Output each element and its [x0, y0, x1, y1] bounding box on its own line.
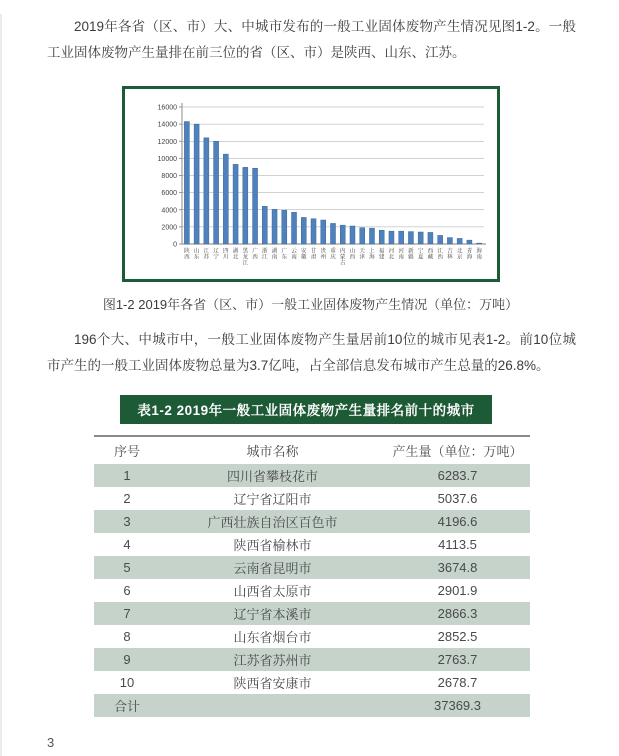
- x-axis-label: 内蒙古: [339, 248, 346, 267]
- cell-index: 6: [123, 583, 131, 598]
- cell-index: 3: [94, 510, 160, 533]
- x-axis-label: 湖北: [232, 248, 238, 261]
- bar: [427, 232, 432, 244]
- cell-amount: 2866.3: [385, 602, 530, 625]
- table-header-row: [94, 436, 530, 464]
- cell-city: 四川省攀枝花市: [160, 464, 385, 487]
- table-title-banner: 表1-2 2019年一般工业固体废物产生量排名前十的城市: [120, 395, 492, 424]
- table-row: [94, 625, 530, 648]
- cell-index: 1: [94, 464, 160, 487]
- y-axis-tick-label: 0: [172, 241, 177, 249]
- x-axis-label: 湖南: [271, 248, 277, 261]
- bar: [272, 209, 277, 244]
- table-row: [94, 671, 530, 694]
- x-axis-label: 广西: [251, 248, 258, 261]
- bar: [223, 154, 228, 244]
- cell-amount: 3674.8: [385, 556, 530, 579]
- paragraph-intro: 2019年各省（区、市）大、中城市发布的一般工业固体废物产生情况见图1-2。一般工业固体废物产生量排在前三位的省（区、市）是陕西、山东、江苏。: [47, 19, 576, 60]
- x-axis-label: 浙江: [261, 248, 268, 261]
- bar: [320, 220, 325, 244]
- cell-amount: 4113.5: [438, 537, 477, 552]
- bar: [194, 124, 199, 244]
- x-axis-label: 江苏: [203, 248, 209, 261]
- bar: [398, 231, 403, 244]
- x-axis-label: 宁夏: [417, 248, 423, 261]
- y-axis-tick-label: 6000: [160, 190, 177, 198]
- bar: [379, 230, 384, 244]
- table-row: [94, 510, 530, 533]
- bar: [457, 238, 462, 244]
- x-axis-label: 广东: [280, 248, 287, 261]
- x-axis-label: 四川: [222, 248, 229, 261]
- cell-city: 陕西省榆林市: [233, 538, 312, 553]
- cell-index: 4: [123, 537, 131, 552]
- x-axis-label: 辽宁: [212, 248, 219, 261]
- bar: [447, 238, 452, 244]
- x-axis-label: 河北: [388, 248, 394, 261]
- figure-caption: 图1-2 2019年各省（区、市）一般工业固体废物产生情况（单位：万吨）: [102, 297, 519, 312]
- x-axis-label: 上海: [368, 248, 375, 261]
- paragraph-table-intro: 196个大、中城市中，一般工业固体废物产生量居前10位的城市见表1-2。前10位城市产生的一般工业固体废物总量为3.7亿吨，占全部信息发布城市产生总量的26.8%。: [47, 332, 576, 373]
- x-axis-label: 重庆: [329, 248, 336, 261]
- cell-amount: 6283.7: [385, 464, 530, 487]
- document-page: [0, 14, 619, 756]
- bar-chart: [130, 97, 492, 273]
- table-row: [94, 579, 530, 602]
- col-header-amount: 产生量（单位：万吨）: [385, 436, 530, 464]
- bar: [291, 212, 296, 244]
- cell-city: 云南省昆明市: [160, 556, 385, 579]
- cell-city: 山西省太原市: [233, 584, 312, 599]
- x-axis-label: 吉林: [446, 248, 453, 261]
- x-axis-label: 北京: [456, 248, 462, 261]
- table-row: [94, 602, 530, 625]
- cell-index: 10: [119, 675, 135, 690]
- bar: [203, 138, 208, 244]
- bar: [184, 122, 189, 244]
- y-axis-tick-label: 2000: [160, 224, 177, 232]
- bar: [252, 168, 257, 244]
- table-row: [94, 487, 530, 510]
- bar: [476, 243, 481, 244]
- x-axis-label: 西藏: [427, 248, 433, 261]
- bar: [349, 226, 354, 244]
- table-body: [94, 464, 530, 717]
- bar: [466, 240, 471, 244]
- x-axis-label: 陕西: [183, 248, 190, 261]
- x-axis-label: 云南: [290, 248, 297, 261]
- x-axis-label: 青海: [466, 248, 472, 261]
- x-axis-label: 山东: [193, 248, 199, 261]
- bar: [369, 228, 374, 244]
- y-axis-tick-label: 4000: [160, 207, 177, 215]
- cell-index: 2: [123, 491, 131, 506]
- cell-city: [160, 694, 385, 717]
- x-axis-label: 山西: [349, 248, 355, 261]
- bar: [437, 235, 442, 244]
- cell-amount: 4196.6: [385, 510, 530, 533]
- x-axis-label: 甘肃: [310, 248, 316, 261]
- table-row: [94, 533, 530, 556]
- x-axis-label: 河南: [397, 248, 404, 261]
- x-axis-label: 新疆: [407, 248, 414, 261]
- cell-city: 广西壮族自治区百色市: [160, 510, 385, 533]
- cell-amount: 2763.7: [385, 648, 530, 671]
- bar: [301, 217, 306, 244]
- cell-amount: 2901.9: [437, 583, 478, 598]
- top10-cities-table: [94, 435, 530, 717]
- y-axis-tick-label: 12000: [157, 138, 177, 146]
- cell-amount: 2678.7: [437, 675, 478, 690]
- cell-index: 7: [94, 602, 160, 625]
- col-header-index: 序号: [94, 436, 160, 464]
- cell-amount: 5037.6: [437, 491, 478, 506]
- figure-frame: [122, 86, 500, 282]
- x-axis-label: 黑龙江: [242, 248, 248, 267]
- cell-amount: 2852.5: [437, 629, 478, 644]
- page-number: 3: [47, 735, 55, 750]
- cell-index: 8: [123, 629, 131, 644]
- cell-city: 辽宁省辽阳市: [233, 492, 312, 507]
- cell-city: 江苏省苏州市: [160, 648, 385, 671]
- bar: [418, 232, 423, 244]
- y-axis-tick-label: 10000: [157, 155, 177, 163]
- bar: [408, 232, 413, 244]
- cell-city: 辽宁省本溪市: [160, 602, 385, 625]
- table-row: [94, 556, 530, 579]
- cell-index: 5: [94, 556, 160, 579]
- table-total-row: [94, 694, 530, 717]
- x-axis-label: 海南: [475, 248, 482, 261]
- bar: [262, 206, 267, 244]
- bar: [340, 225, 345, 244]
- cell-total-label: 合计: [94, 694, 160, 717]
- table-row: [94, 648, 530, 671]
- cell-city: 陕西省安康市: [233, 676, 312, 691]
- cell-city: 山东省烟台市: [233, 630, 312, 645]
- col-header-city: 城市名称: [160, 436, 385, 464]
- bar: [242, 167, 247, 244]
- bar: [330, 223, 335, 244]
- y-axis-tick-label: 8000: [160, 173, 177, 180]
- bar: [213, 141, 218, 244]
- bar: [311, 219, 316, 244]
- cell-amount: 37369.3: [385, 694, 530, 717]
- y-axis-tick-label: 16000: [157, 104, 177, 112]
- x-axis-label: 天津: [358, 248, 365, 261]
- y-axis-tick-label: 14000: [157, 121, 177, 129]
- bar: [388, 231, 393, 244]
- cell-index: 9: [94, 648, 160, 671]
- bar: [281, 210, 286, 244]
- x-axis-label: 福建: [378, 248, 385, 261]
- bar: [359, 228, 364, 244]
- x-axis-label: 安徽: [300, 248, 307, 261]
- x-axis-label: 江西: [436, 248, 443, 261]
- table-row: [94, 464, 530, 487]
- bar: [233, 164, 238, 244]
- x-axis-label: 贵州: [319, 248, 326, 261]
